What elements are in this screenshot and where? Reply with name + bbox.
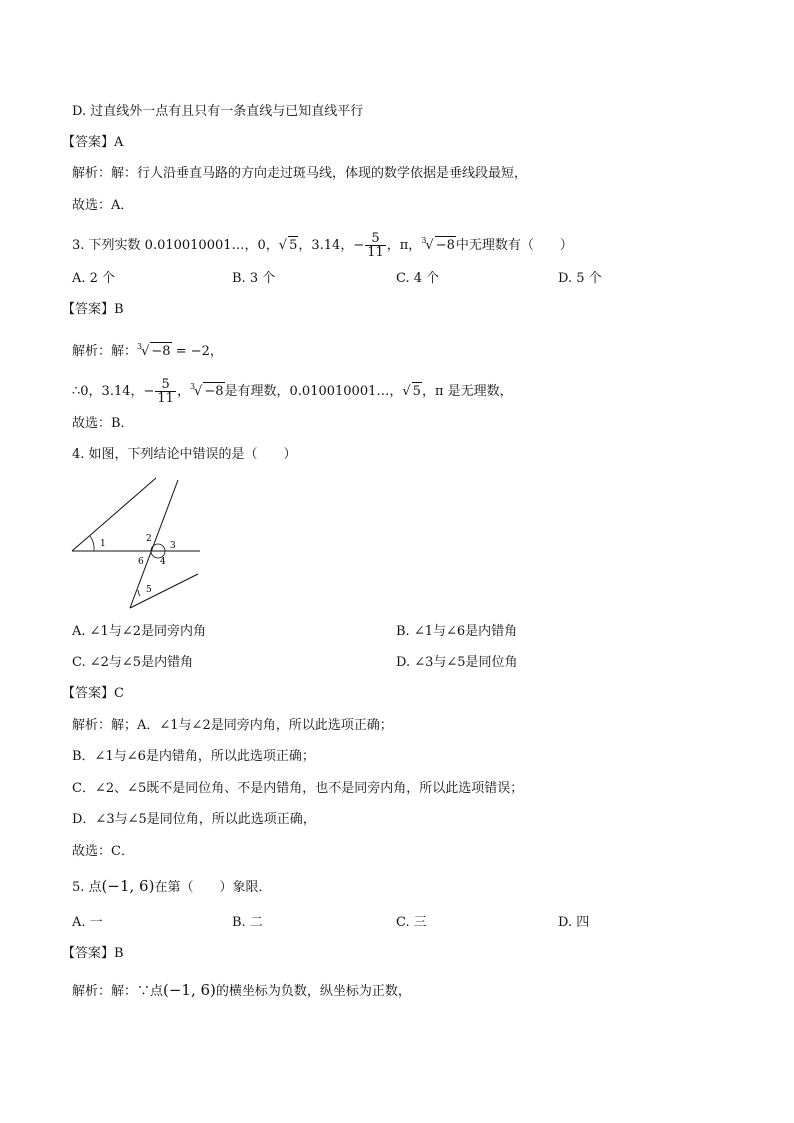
q3-exp-cbrt: −8	[204, 384, 224, 399]
q5-answer: 【答案】B	[62, 946, 124, 961]
q5-option-c: C. 三	[396, 915, 427, 930]
q3-exp-part: ，π 是无理数，	[421, 384, 513, 399]
q5-exp-part: 的横坐标为负数，纵坐标为正数，	[215, 984, 411, 999]
q3-stem	[72, 232, 573, 259]
q3-conclusion: 故选：B．	[72, 416, 134, 431]
fraction-denominator: 11	[157, 391, 174, 406]
q4-angle-figure	[66, 474, 206, 614]
q3-stem-part: ，π，	[386, 238, 422, 253]
lower-line	[130, 574, 198, 608]
q3-exp-part: 是有理数，0.010010001…，	[224, 384, 403, 399]
q5-option-a: A. 一	[72, 915, 103, 930]
angle-label-6: 6	[138, 557, 144, 567]
q3-option-c: C. 4 个	[396, 271, 440, 286]
angle-5-arc	[138, 590, 140, 596]
q4-explanation-4: D．∠3与∠5是同位角，所以此选项正确，	[72, 812, 316, 827]
q3-exp-part: = −2，	[171, 344, 223, 359]
cbrt-index: 3	[421, 236, 427, 245]
q5-point: (−1, 6)	[101, 877, 155, 895]
q4-option-a: A. ∠1与∠2是同旁内角	[72, 624, 206, 639]
q3-exp-sqrt5: 5	[412, 384, 421, 399]
q3-exp-part: 解析：解：	[72, 344, 138, 359]
fraction-numerator: 5	[365, 232, 386, 246]
q3-stem-part: 3. 下列实数 0.010010001…，0，	[72, 238, 279, 253]
q5-option-d: D. 四	[558, 915, 590, 930]
q2-answer: 【答案】A	[62, 135, 124, 150]
q4-explanation-1: 解析：解；A．∠1与∠2是同旁内角，所以此选项正确；	[72, 718, 393, 733]
q5-stem	[72, 877, 271, 897]
q3-sqrt5: 5	[289, 238, 298, 253]
q3-option-b: B. 3 个	[232, 271, 276, 286]
angle-label-5: 5	[146, 585, 152, 595]
fraction-denominator: 11	[367, 245, 384, 260]
q2-conclusion: 故选：A．	[72, 198, 134, 213]
q3-fraction	[365, 232, 386, 259]
q3-explanation-2	[72, 378, 513, 405]
q4-explanation-3: C．∠2、∠5既不是同位角、不是内错角，也不是同旁内角，所以此选项错误；	[72, 781, 524, 796]
angle-label-2: 2	[146, 534, 152, 544]
slanted-line	[72, 478, 156, 551]
q5-option-b: B. 二	[232, 915, 263, 930]
q5-exp-point: (−1, 6)	[163, 981, 216, 999]
angle-label-3: 3	[170, 541, 176, 551]
cbrt-index: 3	[189, 382, 196, 391]
q3-exp-part: ∴0，3.14，−	[72, 384, 155, 399]
q3-explanation-1	[72, 338, 223, 361]
q4-stem: 4. 如图，下列结论中错误的是（ ）	[72, 447, 297, 462]
q3-exp-part: ，	[176, 384, 190, 399]
q3-cbrt-value: −8	[435, 238, 455, 253]
q5-stem-part: 5. 点	[72, 880, 102, 895]
q4-option-b: B. ∠1与∠6是内错角	[396, 624, 518, 639]
sqrt-symbol: √	[402, 384, 411, 399]
q2-option-d: D. 过直线外一点有且只有一条直线与已知直线平行	[72, 104, 364, 119]
q5-explanation	[72, 981, 411, 1001]
sqrt-symbol: √	[194, 384, 203, 399]
q3-option-d: D. 5 个	[558, 271, 602, 286]
q3-stem-part: ，3.14，−	[298, 238, 365, 253]
q5-stem-part: 在第（ ）象限．	[154, 880, 272, 895]
sqrt-symbol: √	[278, 238, 288, 253]
angle-label-1: 1	[100, 539, 106, 549]
q4-option-d: D. ∠3与∠5是同位角	[396, 655, 518, 670]
fraction-numerator: 5	[155, 378, 176, 392]
angle-label-4: 4	[160, 557, 166, 567]
q3-answer: 【答案】B	[62, 302, 124, 317]
q3-stem-part: 中无理数有（ ）	[455, 238, 573, 253]
angle-1-arc	[90, 536, 94, 551]
q3-exp-fraction	[155, 378, 176, 405]
sqrt-symbol: √	[425, 238, 434, 253]
q3-exp-cbrt: −8	[151, 344, 171, 359]
q4-explanation-2: B．∠1与∠6是内错角，所以此选项正确；	[72, 749, 315, 764]
q5-exp-part: 解析：解：∵点	[72, 984, 164, 999]
q3-option-a: A. 2 个	[72, 271, 116, 286]
q4-answer: 【答案】C	[62, 686, 124, 701]
cbrt-index: 3	[137, 342, 143, 351]
q4-conclusion: 故选：C．	[72, 844, 134, 859]
q4-option-c: C. ∠2与∠5是内错角	[72, 655, 194, 670]
sqrt-symbol: √	[141, 344, 150, 359]
q2-explanation: 解析：解：行人沿垂直马路的方向走过斑马线，体现的数学依据是垂线段最短，	[72, 166, 528, 181]
